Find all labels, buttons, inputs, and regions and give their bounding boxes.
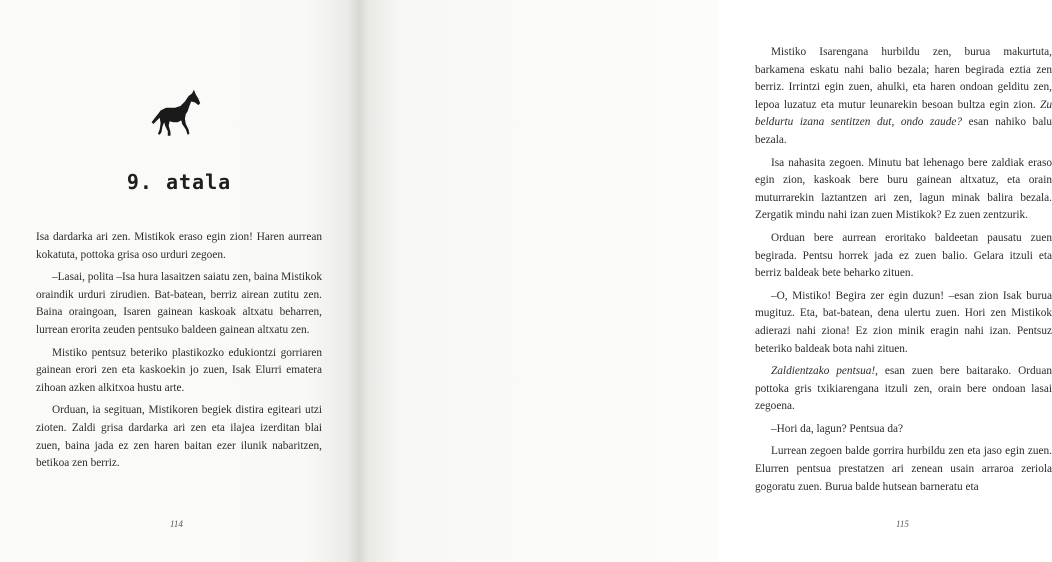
paragraph: Lurrean zegoen balde gorrira hurbildu zen eta jaso egin zuen. Elurren pentsua prestatzen ari zenean usain arraroa zeriola gogoratu zuen. Burua balde hutsean barneratu eta bbox=[755, 445, 1052, 493]
paragraph: Orduan bere aurrean eroritako baldeetan pausatu zuen begirada. Pentsu horrek jada ez zuen balio. Gelara itzuli eta berriz baldeak bete beharko zituen. bbox=[755, 231, 1052, 280]
right-page bbox=[358, 0, 1052, 562]
text-run: esan nahiko balu bezala. bbox=[755, 116, 1052, 146]
paragraph bbox=[755, 363, 1052, 416]
paragraph: Isa nahasita zegoen. Minutu bat lehenago bere zaldiak eraso egin zion, kaskoak bere buru gainean altxatuz, eta orain muturrarekin laztantzen ari zen, lagun minak balira bezala. Zergatik mindu nahi izan zuen Mistikok? Ez zuen zentzurik. bbox=[755, 156, 1052, 222]
page-number: 114 bbox=[170, 519, 183, 529]
paragraph: –Lasai, polita –Isa hura lasaitzen saiatu zen, baina Mistikok oraindik urduri zirudien. Bat-batean, berriz airean zutitu zen. Baina oraingoan, Isaren gainean kaskoak altxatu beharren, lurrean erorita zeuden pentsuko baldeen gainean altxatu zen. bbox=[36, 271, 322, 336]
horse-silhouette-icon bbox=[148, 88, 202, 142]
text-run: esan zuen bere baitarako. Orduan pottoka gris txikiarengana itzuli zen, orain bere ondoan lasai zegoena. bbox=[755, 365, 1052, 413]
paragraph: –Hori da, lagun? Pentsua da? bbox=[771, 422, 904, 435]
paragraph: Orduan, ia segituan, Mistikoren begiek distira egiteari utzi zioten. Zaldi grisa dardarka ari zen eta ilajea izerditan blai zuen, baina jada ez zen haren baitan ezer ilunik nabaritzen, betikoa zen berriz. bbox=[36, 404, 322, 470]
chapter-title: 9. atala bbox=[126, 170, 232, 194]
paragraph: –O, Mistiko! Begira zer egin duzun! –esan zion Isak burua mugituz. Eta, bat-batean, dena ulertu zuen. Hori zen Mistikok adierazi nahi ziona! Ez zion minik eragin nahi izan. Pentsuz beteriko baldeak bota nahi zituen. bbox=[755, 289, 1052, 355]
text-run: Mistiko Isarengana hurbildu zen, burua makurtuta, barkamena eskatu nahi balio bezala; haren begirada eztia zen berriz. Irrintzi egin zuen, ahulki, eta haren ondoan gelditu zen, lepoa luzatuz eta mutur leunarekin besoan bultza egin zion. bbox=[755, 46, 1052, 111]
paragraph bbox=[755, 44, 1052, 150]
right-body-text bbox=[755, 44, 1052, 501]
italic-text: Zu beldurtu izana sentitzen dut, ondo zaude? bbox=[755, 98, 1052, 129]
page-number: 115 bbox=[896, 519, 909, 529]
italic-text: Zaldientzako pentsua!, bbox=[771, 365, 878, 378]
paragraph: Isa dardarka ari zen. Mistikok eraso egin zion! Haren aurrean kokatuta, pottoka grisa oso urduri zegoen. bbox=[36, 231, 322, 261]
left-page bbox=[0, 0, 358, 562]
left-body-text bbox=[36, 229, 322, 478]
paragraph: Mistiko pentsuz beteriko plastikozko edukiontzi gorriaren gainean erori zen eta kaskoekin jo zuen, Isak Elurri ematera zihoan azken alkitxoa hustu arte. bbox=[36, 346, 322, 394]
